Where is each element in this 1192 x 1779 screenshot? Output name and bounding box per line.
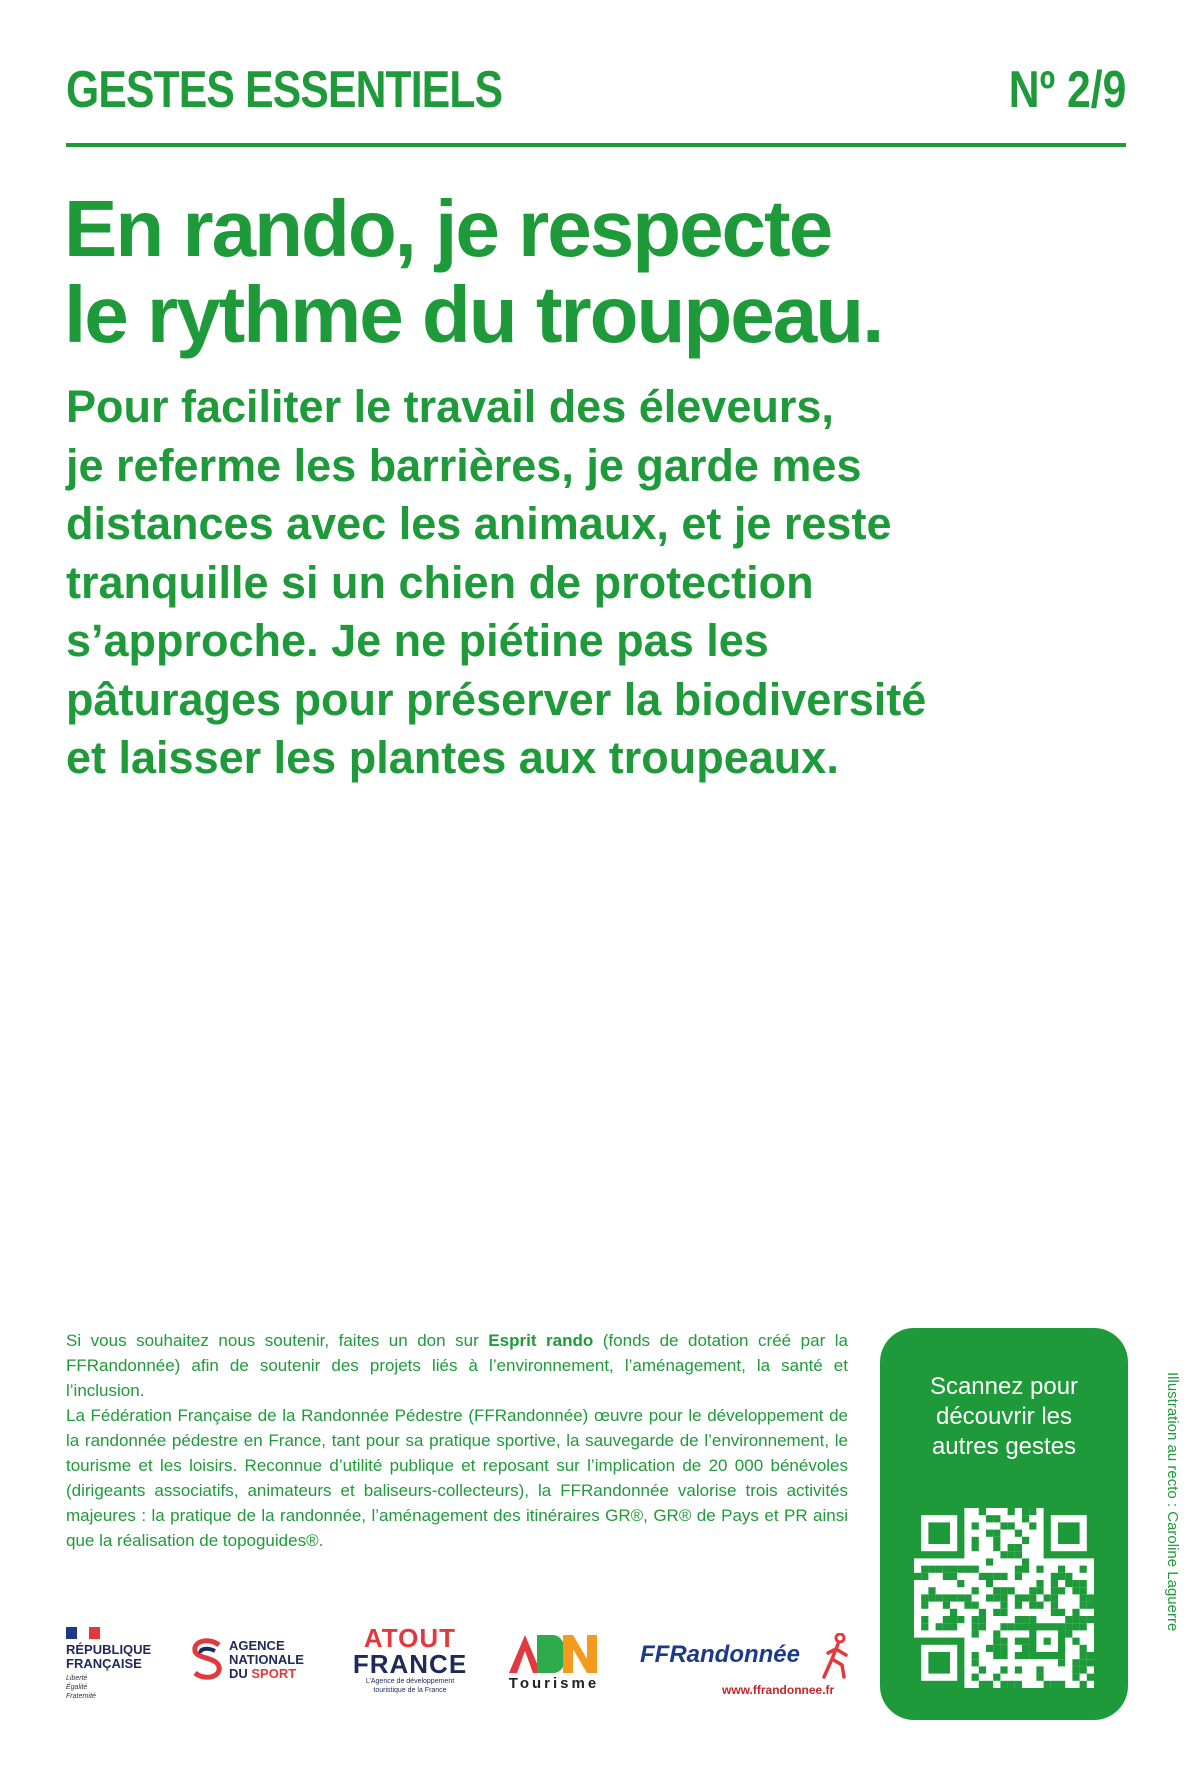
republique-francaise-logo xyxy=(66,1625,156,1715)
ffr-website[interactable]: www.ffrandonnee.fr xyxy=(722,1683,835,1697)
atout-subtitle: touristique de la France xyxy=(373,1687,447,1694)
footer-text xyxy=(66,1328,848,1553)
donation-paragraph xyxy=(66,1328,848,1403)
headline-line: En rando, je respecte xyxy=(64,184,832,273)
atout-france-logo xyxy=(351,1625,469,1715)
ans-line xyxy=(229,1667,304,1681)
headline xyxy=(64,186,1124,358)
body-line: et laisser les plantes aux troupeaux. xyxy=(66,732,839,783)
qr-caption-line: Scannez pour xyxy=(929,1373,1079,1400)
rf-line: RÉPUBLIQUE xyxy=(66,1642,152,1657)
header-divider xyxy=(66,143,1126,147)
ans-line: NATIONALE xyxy=(229,1652,304,1667)
qr-code-image xyxy=(914,1508,1094,1688)
ans-line: AGENCE xyxy=(229,1638,285,1653)
ffrandonnee-logo xyxy=(640,1625,856,1715)
body-line: distances avec les animaux, et je reste xyxy=(66,498,892,549)
esprit-rando-link: Esprit rando xyxy=(488,1331,594,1350)
federation-paragraph: La Fédération Française de la Randonnée Pédestre (FFRandonnée) œuvre pour le développement de la randonnée pédestre en France, tant pour sa pratique sportive, la sauvegarde de l’environnement, le tourisme et les loisirs. Reconnue d’utilité publique et reposant sur l’implication de 20 000 bénévoles (dirigeants associatifs, animateurs et baliseurs-collecteurs), la FFRandonnée valorise trois activités majeures : la pratique de la randonnée, l’aménagement des itinéraires GR®, GR® de Pays et PR ainsi que la réalisation de topoguides®. xyxy=(66,1406,848,1550)
series-title: GESTES ESSENTIELS xyxy=(66,61,503,119)
illustration-credit: Illustration au recto : Caroline Laguerre xyxy=(1164,1372,1181,1632)
hiker-icon xyxy=(820,1633,852,1679)
rf-motto: Liberté xyxy=(66,1675,88,1682)
body-line: Pour faciliter le travail des éleveurs, xyxy=(66,381,834,432)
adn-letters-icon xyxy=(507,1631,601,1675)
agence-nationale-du-sport-logo xyxy=(189,1625,319,1715)
donation-text: Si vous souhaitez nous soutenir, faites un don sur xyxy=(66,1331,489,1350)
body-paragraph xyxy=(66,378,1126,788)
rf-line: FRANÇAISE xyxy=(66,1656,142,1671)
atout-subtitle: L’Agence de développement xyxy=(365,1678,455,1685)
ans-sport: SPORT xyxy=(251,1666,297,1681)
atout-line: ATOUT xyxy=(363,1623,457,1653)
adn-tourisme-word: Tourisme xyxy=(508,1675,600,1692)
qr-caption-line: découvrir les xyxy=(935,1403,1073,1430)
adn-tourisme-logo xyxy=(506,1625,602,1715)
qr-code[interactable] xyxy=(914,1508,1094,1688)
ans-s-icon xyxy=(189,1637,225,1681)
france-line: FRANCE xyxy=(352,1649,468,1679)
ffr-wordmark: FFRandonnée xyxy=(640,1641,800,1668)
qr-caption-line: autres gestes xyxy=(931,1433,1077,1460)
rf-motto: Égalité xyxy=(66,1684,88,1691)
rf-motto: Fraternité xyxy=(66,1693,96,1700)
marianne-flag-icon xyxy=(66,1627,100,1639)
sheet-number: Nº 2/9 xyxy=(1008,61,1126,119)
partner-logos xyxy=(66,1625,856,1715)
body-line: s’approche. Je ne piétine pas les xyxy=(66,615,769,666)
body-line: pâturages pour préserver la biodiversité xyxy=(66,673,927,725)
qr-caption xyxy=(880,1372,1128,1462)
body-line: tranquille si un chien de protection xyxy=(66,556,814,608)
qr-card xyxy=(880,1328,1128,1720)
headline-line: le rythme du troupeau. xyxy=(64,270,883,359)
body-line: je referme les barrières, je garde mes xyxy=(66,439,862,491)
donation-text-end: (fonds de dotation créé par la FFRandonnée) afin de soutenir des projets liés à l’environnement, l’aménagement, la santé et l’inclusion. xyxy=(66,1331,849,1400)
ans-du: DU xyxy=(229,1666,252,1681)
